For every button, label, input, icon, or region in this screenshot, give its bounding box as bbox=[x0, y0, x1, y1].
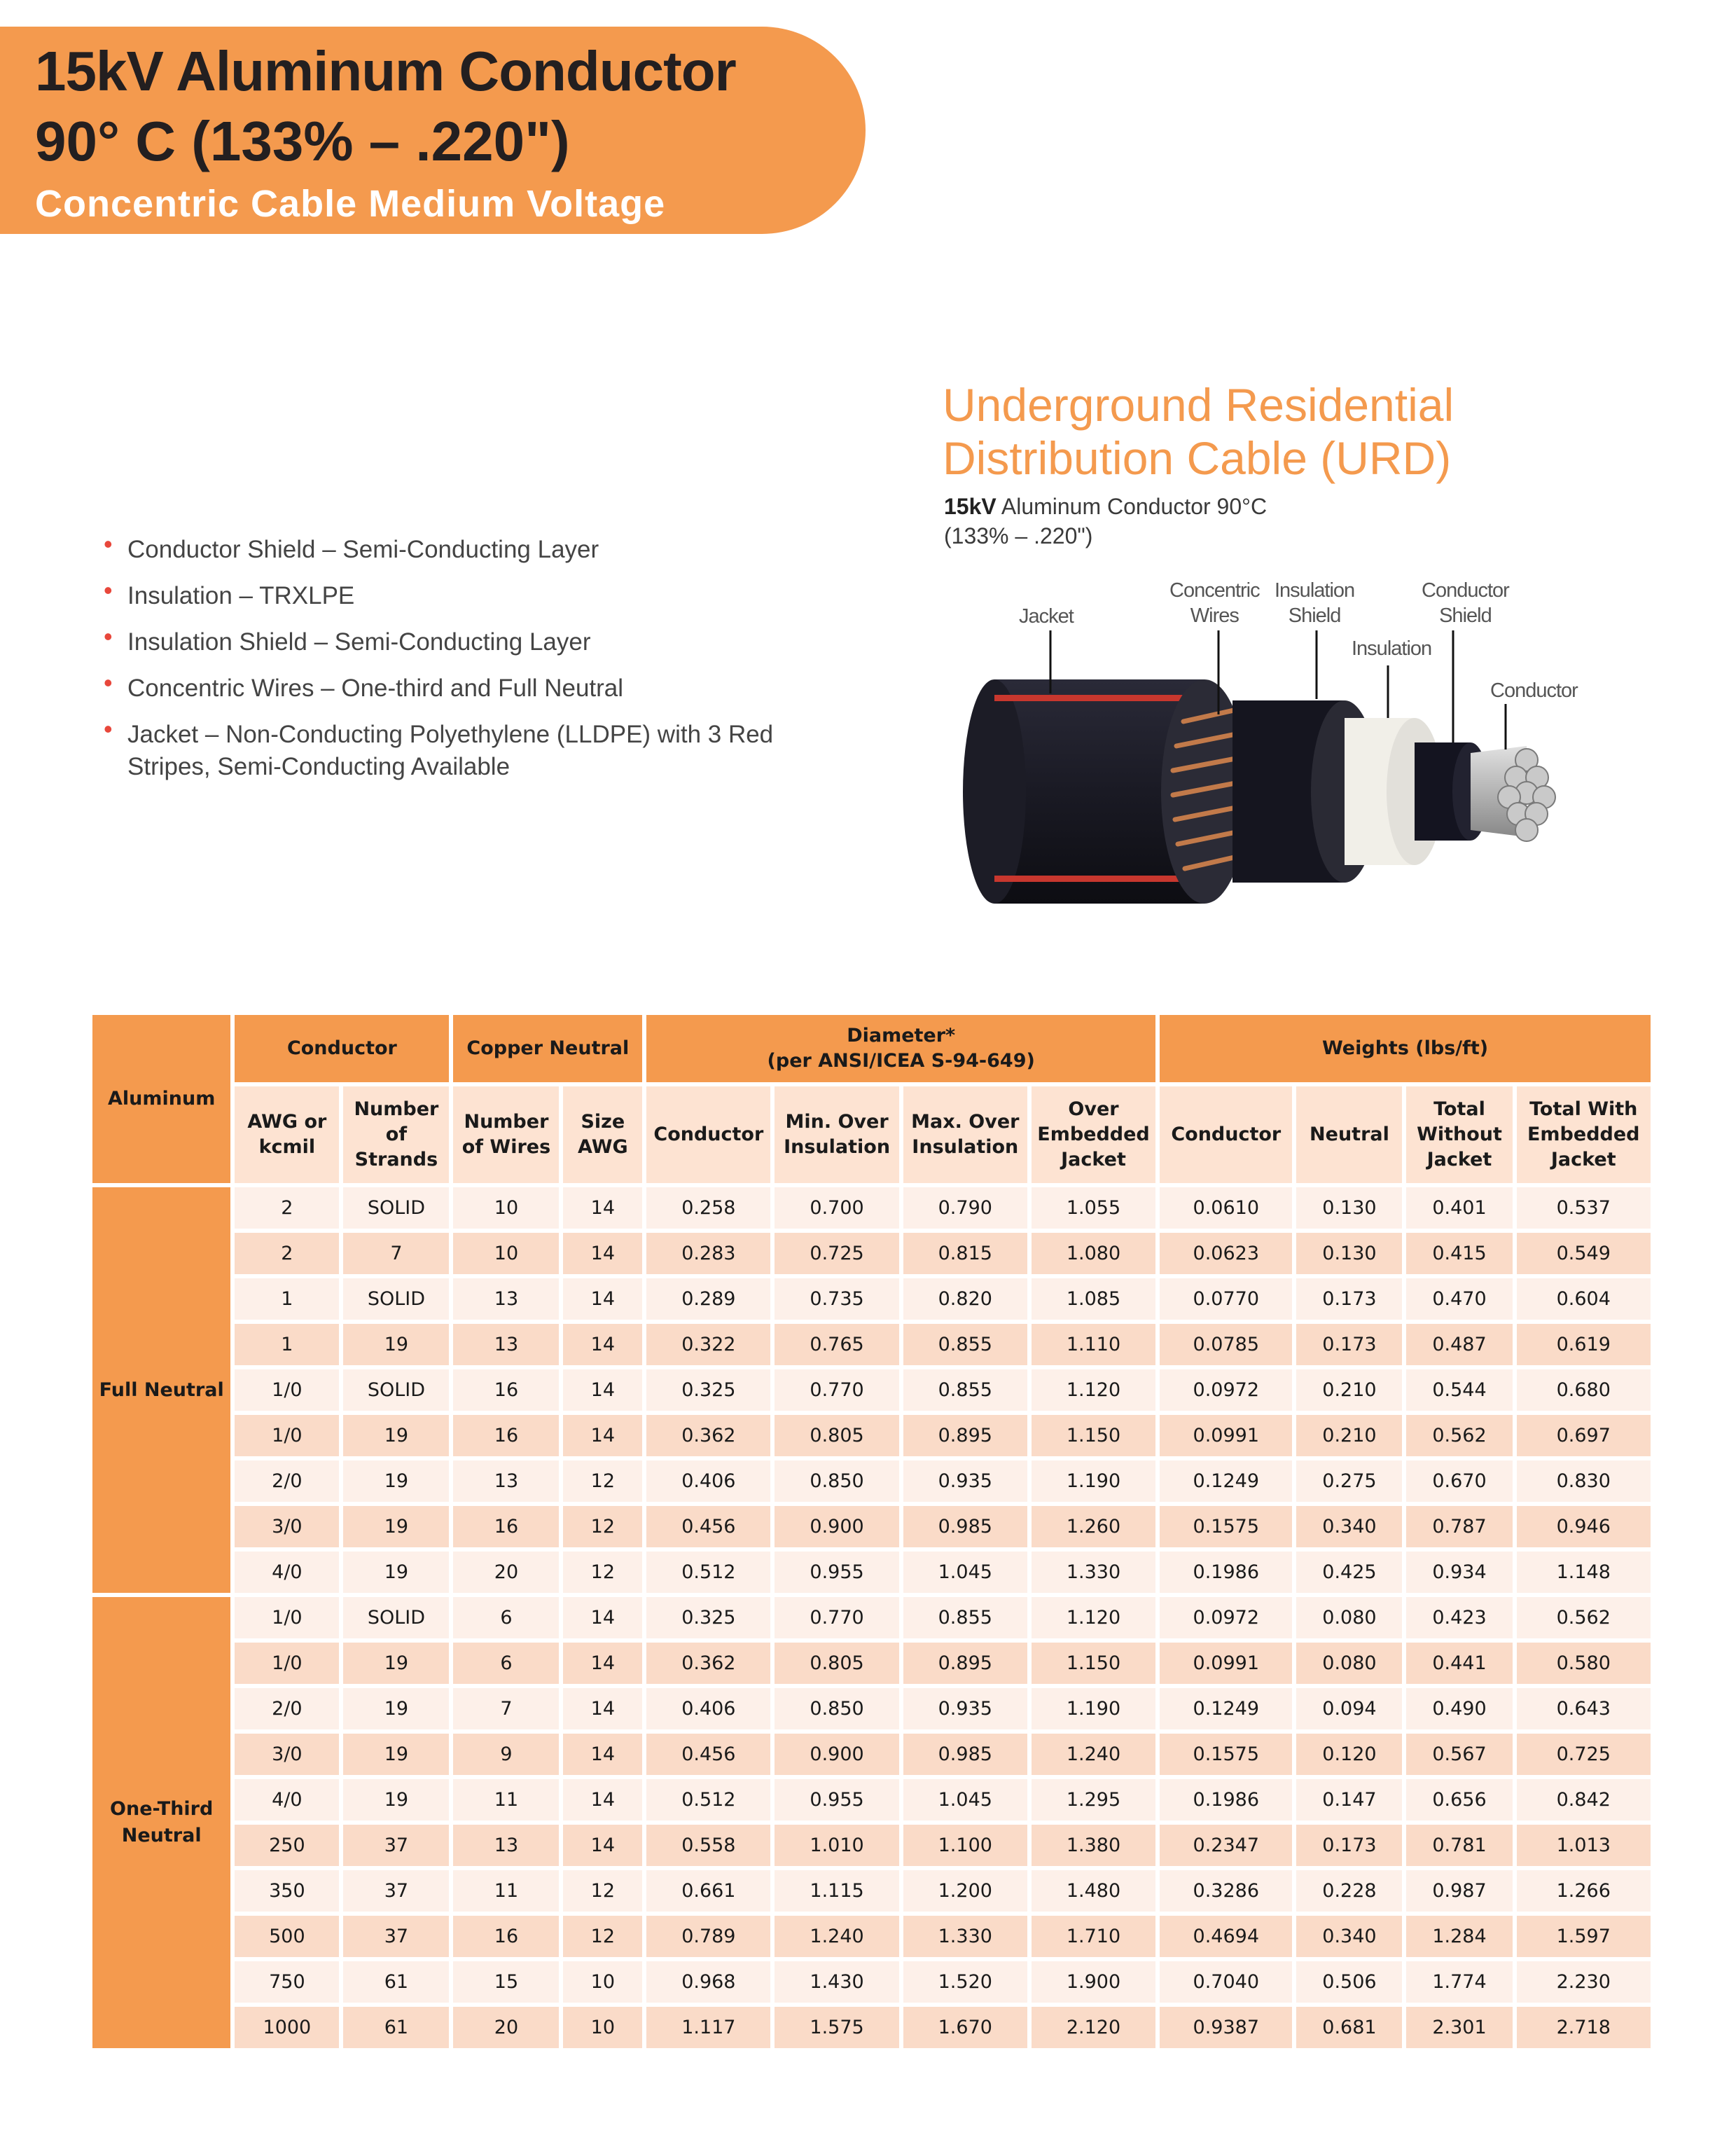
table-cell: 1/0 bbox=[235, 1369, 339, 1411]
table-row bbox=[92, 1961, 1651, 2003]
row-group-one-third-neutral: One-Third Neutral bbox=[92, 1597, 230, 2048]
table-cell: 13 bbox=[453, 1460, 559, 1502]
table-cell: 0.1575 bbox=[1160, 1734, 1292, 1775]
table-row bbox=[92, 1552, 1651, 1593]
table-cell: 0.120 bbox=[1296, 1734, 1402, 1775]
table-cell: 1.080 bbox=[1032, 1233, 1155, 1274]
header-copper-neutral-group: Copper Neutral bbox=[453, 1015, 642, 1082]
table-cell: 0.985 bbox=[903, 1734, 1027, 1775]
table-cell: 0.558 bbox=[646, 1825, 770, 1866]
table-cell: 1.295 bbox=[1032, 1779, 1155, 1820]
table-cell: 0.787 bbox=[1406, 1506, 1512, 1547]
table-cell: 6 bbox=[453, 1643, 559, 1684]
label-conductor-shield: Conductor Shield bbox=[1422, 579, 1509, 627]
table-cell: 1.190 bbox=[1032, 1688, 1155, 1729]
label-insulation-shield: Insulation Shield bbox=[1275, 579, 1355, 627]
table-cell: 14 bbox=[563, 1688, 642, 1729]
table-cell: 0.210 bbox=[1296, 1415, 1402, 1456]
table-cell: 0.1986 bbox=[1160, 1779, 1292, 1820]
table-row bbox=[92, 2007, 1651, 2048]
table-cell: 3/0 bbox=[235, 1734, 339, 1775]
table-cell: 0.325 bbox=[646, 1369, 770, 1411]
table-cell: 1.150 bbox=[1032, 1643, 1155, 1684]
table-cell: 0.423 bbox=[1406, 1597, 1512, 1638]
table-cell: 0.275 bbox=[1296, 1460, 1402, 1502]
table-row bbox=[92, 1506, 1651, 1547]
table-cell: 0.661 bbox=[646, 1870, 770, 1912]
table-cell: 0.1986 bbox=[1160, 1552, 1292, 1593]
table-cell: 0.1249 bbox=[1160, 1688, 1292, 1729]
table-cell: 1.055 bbox=[1032, 1187, 1155, 1229]
table-cell: 1.240 bbox=[1032, 1734, 1155, 1775]
table-cell: 0.770 bbox=[775, 1369, 898, 1411]
table-cell: 13 bbox=[453, 1324, 559, 1365]
table-cell: 0.7040 bbox=[1160, 1961, 1292, 2003]
table-cell: 0.0991 bbox=[1160, 1643, 1292, 1684]
table-cell: 1.120 bbox=[1032, 1597, 1155, 1638]
title-line-3: Concentric Cable Medium Voltage bbox=[35, 183, 666, 225]
table-cell: 0.0991 bbox=[1160, 1415, 1292, 1456]
product-title bbox=[943, 378, 1713, 485]
table-cell: 1.380 bbox=[1032, 1825, 1155, 1866]
product-title-line-1: Underground Residential bbox=[943, 379, 1454, 431]
table-cell: 1.115 bbox=[775, 1870, 898, 1912]
table-cell: 61 bbox=[343, 1961, 449, 2003]
table-cell: 19 bbox=[343, 1506, 449, 1547]
table-cell: 0.900 bbox=[775, 1734, 898, 1775]
table-cell: 1.120 bbox=[1032, 1369, 1155, 1411]
header-total-with-embedded-jacket: Total With Embedded Jacket bbox=[1517, 1086, 1651, 1183]
table-row bbox=[92, 1825, 1651, 1866]
table-cell: 0.173 bbox=[1296, 1278, 1402, 1320]
table-cell: 0.289 bbox=[646, 1278, 770, 1320]
table-cell: 0.080 bbox=[1296, 1643, 1402, 1684]
table-cell: 0.425 bbox=[1296, 1552, 1402, 1593]
table-cell: 19 bbox=[343, 1324, 449, 1365]
table-cell: 0.325 bbox=[646, 1597, 770, 1638]
table-cell: 2.230 bbox=[1517, 1961, 1651, 2003]
table-cell: 0.987 bbox=[1406, 1870, 1512, 1912]
table-cell: 1.575 bbox=[775, 2007, 898, 2048]
table-cell: 0.456 bbox=[646, 1734, 770, 1775]
table-cell: 0.934 bbox=[1406, 1552, 1512, 1593]
table-cell: 15 bbox=[453, 1961, 559, 2003]
table-cell: 1.085 bbox=[1032, 1278, 1155, 1320]
table-cell: 14 bbox=[563, 1187, 642, 1229]
table-cell: 0.765 bbox=[775, 1324, 898, 1365]
table-cell: 4/0 bbox=[235, 1779, 339, 1820]
table-cell: 10 bbox=[563, 1961, 642, 2003]
table-cell: 61 bbox=[343, 2007, 449, 2048]
table-cell: 0.094 bbox=[1296, 1688, 1402, 1729]
table-cell: 0.512 bbox=[646, 1779, 770, 1820]
table-cell: 0.322 bbox=[646, 1324, 770, 1365]
table-cell: 0.895 bbox=[903, 1643, 1027, 1684]
table-cell: 19 bbox=[343, 1460, 449, 1502]
table-cell: 1.190 bbox=[1032, 1460, 1155, 1502]
table-cell: 0.855 bbox=[903, 1324, 1027, 1365]
table-cell: 0.506 bbox=[1296, 1961, 1402, 2003]
table-cell: 0.3286 bbox=[1160, 1870, 1292, 1912]
table-cell: 2/0 bbox=[235, 1460, 339, 1502]
feature-list bbox=[104, 530, 840, 797]
table-cell: 2 bbox=[235, 1233, 339, 1274]
table-cell: 2.301 bbox=[1406, 2007, 1512, 2048]
table-cell: 0.512 bbox=[646, 1552, 770, 1593]
table-cell: 2.120 bbox=[1032, 2007, 1155, 2048]
table-cell: 1.774 bbox=[1406, 1961, 1512, 2003]
table-cell: 0.735 bbox=[775, 1278, 898, 1320]
table-cell: 0.0770 bbox=[1160, 1278, 1292, 1320]
table-cell: 0.643 bbox=[1517, 1688, 1651, 1729]
table-cell: 20 bbox=[453, 1552, 559, 1593]
table-cell: 1.117 bbox=[646, 2007, 770, 2048]
table-cell: 0.544 bbox=[1406, 1369, 1512, 1411]
table-cell: 16 bbox=[453, 1506, 559, 1547]
table-cell: 14 bbox=[563, 1278, 642, 1320]
table-cell: 19 bbox=[343, 1643, 449, 1684]
table-cell: 0.487 bbox=[1406, 1324, 1512, 1365]
table-cell: 10 bbox=[453, 1187, 559, 1229]
table-cell: 0.080 bbox=[1296, 1597, 1402, 1638]
table-cell: 0.935 bbox=[903, 1460, 1027, 1502]
table-row bbox=[92, 1278, 1651, 1320]
table-cell: 0.340 bbox=[1296, 1916, 1402, 1957]
table-cell: 0.855 bbox=[903, 1597, 1027, 1638]
table-cell: 0.770 bbox=[775, 1597, 898, 1638]
header-weight-conductor: Conductor bbox=[1160, 1086, 1292, 1183]
table-cell: 0.850 bbox=[775, 1460, 898, 1502]
table-cell: 1.670 bbox=[903, 2007, 1027, 2048]
table-cell: 0.815 bbox=[903, 1233, 1027, 1274]
table-cell: 0.935 bbox=[903, 1688, 1027, 1729]
table-cell: 12 bbox=[563, 1870, 642, 1912]
table-cell: 14 bbox=[563, 1643, 642, 1684]
table-cell: 10 bbox=[563, 2007, 642, 2048]
table-row bbox=[92, 1233, 1651, 1274]
table-cell: SOLID bbox=[343, 1597, 449, 1638]
table-cell: 0.173 bbox=[1296, 1324, 1402, 1365]
table-cell: SOLID bbox=[343, 1187, 449, 1229]
table-cell: 1000 bbox=[235, 2007, 339, 2048]
table-cell: 0.850 bbox=[775, 1688, 898, 1729]
table-cell: 4/0 bbox=[235, 1552, 339, 1593]
table-cell: 1.045 bbox=[903, 1552, 1027, 1593]
table-cell: 750 bbox=[235, 1961, 339, 2003]
table-cell: 2.718 bbox=[1517, 2007, 1651, 2048]
table-cell: 0.470 bbox=[1406, 1278, 1512, 1320]
table-cell: 0.0972 bbox=[1160, 1369, 1292, 1411]
product-subtitle bbox=[944, 492, 1434, 551]
table-cell: 1 bbox=[235, 1324, 339, 1365]
label-insulation: Insulation bbox=[1352, 637, 1432, 660]
table-cell: 0.700 bbox=[775, 1187, 898, 1229]
table-cell: SOLID bbox=[343, 1369, 449, 1411]
table-cell: 0.567 bbox=[1406, 1734, 1512, 1775]
table-cell: 2/0 bbox=[235, 1688, 339, 1729]
table-cell: 0.130 bbox=[1296, 1187, 1402, 1229]
table-cell: 19 bbox=[343, 1734, 449, 1775]
table-cell: 19 bbox=[343, 1415, 449, 1456]
header-aluminum: Aluminum bbox=[92, 1015, 230, 1183]
table-cell: 9 bbox=[453, 1734, 559, 1775]
table-cell: 13 bbox=[453, 1825, 559, 1866]
table-cell: 0.258 bbox=[646, 1187, 770, 1229]
table-cell: 0.697 bbox=[1517, 1415, 1651, 1456]
title-line-1: 15kV Aluminum Conductor bbox=[35, 40, 736, 102]
table-cell: 1.240 bbox=[775, 1916, 898, 1957]
table-cell: 1.045 bbox=[903, 1779, 1027, 1820]
table-row bbox=[92, 1916, 1651, 1957]
table-cell: 0.362 bbox=[646, 1415, 770, 1456]
table-cell: 0.415 bbox=[1406, 1233, 1512, 1274]
row-group-full-neutral: Full Neutral bbox=[92, 1187, 230, 1593]
table-cell: 0.946 bbox=[1517, 1506, 1651, 1547]
table-cell: 0.895 bbox=[903, 1415, 1027, 1456]
header-weights-group: Weights (lbs/ft) bbox=[1160, 1015, 1651, 1082]
table-cell: 0.1575 bbox=[1160, 1506, 1292, 1547]
table-cell: 14 bbox=[563, 1779, 642, 1820]
table-cell: 16 bbox=[453, 1369, 559, 1411]
product-title-line-2: Distribution Cable (URD) bbox=[943, 432, 1452, 484]
header-total-without-jacket: Total Without Jacket bbox=[1406, 1086, 1512, 1183]
table-cell: 0.781 bbox=[1406, 1825, 1512, 1866]
table-cell: 1.150 bbox=[1032, 1415, 1155, 1456]
table-cell: 19 bbox=[343, 1688, 449, 1729]
table-row bbox=[92, 1688, 1651, 1729]
header-conductor-group: Conductor bbox=[235, 1015, 449, 1082]
table-cell: 0.0610 bbox=[1160, 1187, 1292, 1229]
table-cell: 0.4694 bbox=[1160, 1916, 1292, 1957]
table-cell: 1.597 bbox=[1517, 1916, 1651, 1957]
cable-illustration bbox=[952, 574, 1583, 939]
table-cell: 0.406 bbox=[646, 1688, 770, 1729]
cable-diagram bbox=[952, 574, 1583, 939]
table-cell: 0.855 bbox=[903, 1369, 1027, 1411]
table-cell: 3/0 bbox=[235, 1506, 339, 1547]
table-row bbox=[92, 1415, 1651, 1456]
table-cell: 1.013 bbox=[1517, 1825, 1651, 1866]
table-cell: 0.441 bbox=[1406, 1643, 1512, 1684]
table-cell: 0.362 bbox=[646, 1643, 770, 1684]
feature-item: • Conductor Shield – Semi-Conducting Layer bbox=[104, 530, 599, 563]
table-row bbox=[92, 1597, 1651, 1638]
table-cell: 0.401 bbox=[1406, 1187, 1512, 1229]
table-cell: 10 bbox=[453, 1233, 559, 1274]
table-cell: 0.9387 bbox=[1160, 2007, 1292, 2048]
feature-item: • Insulation – TRXLPE bbox=[104, 576, 355, 609]
table-cell: 0.985 bbox=[903, 1506, 1027, 1547]
table-cell: 12 bbox=[563, 1460, 642, 1502]
table-cell: 1.148 bbox=[1517, 1552, 1651, 1593]
table-cell: 11 bbox=[453, 1870, 559, 1912]
table-cell: 0.537 bbox=[1517, 1187, 1651, 1229]
feature-item: • Jacket – Non-Conducting Polyethylene (LLDPE) with 3 Red Stripes, Semi-Conducting Available bbox=[104, 714, 774, 780]
table-cell: 1.900 bbox=[1032, 1961, 1155, 2003]
label-jacket: Jacket bbox=[1019, 605, 1074, 628]
table-cell: 0.0623 bbox=[1160, 1233, 1292, 1274]
header-weight-neutral: Neutral bbox=[1296, 1086, 1402, 1183]
table-cell: 250 bbox=[235, 1825, 339, 1866]
table-row bbox=[92, 1643, 1651, 1684]
table-row bbox=[92, 1734, 1651, 1775]
table-body bbox=[92, 1187, 1651, 2048]
table-row bbox=[92, 1779, 1651, 1820]
table-cell: 14 bbox=[563, 1597, 642, 1638]
table-cell: 1/0 bbox=[235, 1643, 339, 1684]
table-cell: 1.260 bbox=[1032, 1506, 1155, 1547]
table-cell: 0.130 bbox=[1296, 1233, 1402, 1274]
table-cell: 0.340 bbox=[1296, 1506, 1402, 1547]
table-cell: 350 bbox=[235, 1870, 339, 1912]
table-row bbox=[92, 1187, 1651, 1229]
table-cell: 0.456 bbox=[646, 1506, 770, 1547]
title-line-2: 90° C (133% – .220") bbox=[35, 110, 570, 172]
table-cell: 16 bbox=[453, 1415, 559, 1456]
table-cell: 2 bbox=[235, 1187, 339, 1229]
table-cell: 1.330 bbox=[1032, 1552, 1155, 1593]
table-cell: 1.480 bbox=[1032, 1870, 1155, 1912]
table-cell: 37 bbox=[343, 1916, 449, 1957]
table-cell: 0.562 bbox=[1406, 1415, 1512, 1456]
table-cell: 0.580 bbox=[1517, 1643, 1651, 1684]
table-cell: 0.680 bbox=[1517, 1369, 1651, 1411]
header-max-over-insulation: Max. Over Insulation bbox=[903, 1086, 1027, 1183]
table-cell: 14 bbox=[563, 1825, 642, 1866]
header-diameter-conductor: Conductor bbox=[646, 1086, 770, 1183]
label-concentric-wires: Concentric Wires bbox=[1169, 579, 1260, 627]
table-cell: 0.0972 bbox=[1160, 1597, 1292, 1638]
table-cell: 1/0 bbox=[235, 1597, 339, 1638]
table-row bbox=[92, 1870, 1651, 1912]
table-cell: 20 bbox=[453, 2007, 559, 2048]
table-cell: 0.900 bbox=[775, 1506, 898, 1547]
table-cell: 1.266 bbox=[1517, 1870, 1651, 1912]
table-cell: 0.830 bbox=[1517, 1460, 1651, 1502]
table-cell: 0.619 bbox=[1517, 1324, 1651, 1365]
header-min-over-insulation: Min. Over Insulation bbox=[775, 1086, 898, 1183]
table-cell: 12 bbox=[563, 1916, 642, 1957]
table-cell: 0.968 bbox=[646, 1961, 770, 2003]
table-cell: 1.430 bbox=[775, 1961, 898, 2003]
table-cell: 0.656 bbox=[1406, 1779, 1512, 1820]
table-cell: 0.147 bbox=[1296, 1779, 1402, 1820]
header-number-of-strands: Number of Strands bbox=[343, 1086, 449, 1183]
table-cell: 1.010 bbox=[775, 1825, 898, 1866]
table-cell: 13 bbox=[453, 1278, 559, 1320]
table-cell: 0.173 bbox=[1296, 1825, 1402, 1866]
table-cell: 1.100 bbox=[903, 1825, 1027, 1866]
table-cell: 14 bbox=[563, 1734, 642, 1775]
table-cell: 14 bbox=[563, 1324, 642, 1365]
table-cell: 0.842 bbox=[1517, 1779, 1651, 1820]
table-cell: 0.725 bbox=[1517, 1734, 1651, 1775]
table-cell: 0.805 bbox=[775, 1415, 898, 1456]
table-cell: 11 bbox=[453, 1779, 559, 1820]
table-cell: 37 bbox=[343, 1825, 449, 1866]
product-voltage: 15kV bbox=[944, 494, 997, 519]
table-cell: 0.789 bbox=[646, 1916, 770, 1957]
table-cell: 1.330 bbox=[903, 1916, 1027, 1957]
table-cell: 16 bbox=[453, 1916, 559, 1957]
table-cell: 19 bbox=[343, 1779, 449, 1820]
table-cell: 7 bbox=[343, 1233, 449, 1274]
product-subtitle-rest: Aluminum Conductor 90°C bbox=[996, 494, 1268, 519]
table-row bbox=[92, 1460, 1651, 1502]
product-subtitle-line-2: (133% – .220") bbox=[944, 523, 1093, 548]
table-cell: 0.790 bbox=[903, 1187, 1027, 1229]
table-cell: 0.562 bbox=[1517, 1597, 1651, 1638]
table-cell: 0.681 bbox=[1296, 2007, 1402, 2048]
table-cell: 0.1249 bbox=[1160, 1460, 1292, 1502]
table-cell: 0.549 bbox=[1517, 1233, 1651, 1274]
table-cell: 1.710 bbox=[1032, 1916, 1155, 1957]
table-cell: 0.210 bbox=[1296, 1369, 1402, 1411]
table-cell: 0.228 bbox=[1296, 1870, 1402, 1912]
header-size-awg: Size AWG bbox=[563, 1086, 642, 1183]
table-cell: 6 bbox=[453, 1597, 559, 1638]
table-cell: 12 bbox=[563, 1506, 642, 1547]
table-cell: 0.670 bbox=[1406, 1460, 1512, 1502]
specifications-table bbox=[88, 1011, 1655, 2052]
table-cell: 0.406 bbox=[646, 1460, 770, 1502]
feature-item: • Insulation Shield – Semi-Conducting Layer bbox=[104, 622, 591, 656]
table-row bbox=[92, 1369, 1651, 1411]
table-cell: 0.820 bbox=[903, 1278, 1027, 1320]
table-cell: 1.200 bbox=[903, 1870, 1027, 1912]
header-diameter-group: Diameter* (per ANSI/ICEA S-94-649) bbox=[646, 1015, 1155, 1082]
table-cell: 0.0785 bbox=[1160, 1324, 1292, 1365]
table-cell: 12 bbox=[563, 1552, 642, 1593]
table-cell: 14 bbox=[563, 1369, 642, 1411]
table-cell: 19 bbox=[343, 1552, 449, 1593]
table-cell: 14 bbox=[563, 1415, 642, 1456]
table-cell: 500 bbox=[235, 1916, 339, 1957]
table-cell: 0.955 bbox=[775, 1779, 898, 1820]
table-cell: 1.520 bbox=[903, 1961, 1027, 2003]
table-cell: 0.955 bbox=[775, 1552, 898, 1593]
table-cell: 1/0 bbox=[235, 1415, 339, 1456]
table-cell: 1.284 bbox=[1406, 1916, 1512, 1957]
table-row bbox=[92, 1324, 1651, 1365]
table-cell: 0.805 bbox=[775, 1643, 898, 1684]
header-awg-kcmil: AWG or kcmil bbox=[235, 1086, 339, 1183]
title-banner bbox=[0, 27, 866, 234]
table-cell: 0.283 bbox=[646, 1233, 770, 1274]
feature-item: • Concentric Wires – One-third and Full Neutral bbox=[104, 668, 624, 702]
table-cell: 1 bbox=[235, 1278, 339, 1320]
table-cell: SOLID bbox=[343, 1278, 449, 1320]
table-cell: 0.725 bbox=[775, 1233, 898, 1274]
header-over-embedded-jacket: Over Embedded Jacket bbox=[1032, 1086, 1155, 1183]
table-cell: 0.490 bbox=[1406, 1688, 1512, 1729]
table-cell: 0.2347 bbox=[1160, 1825, 1292, 1866]
label-conductor: Conductor bbox=[1490, 679, 1578, 702]
table-cell: 1.110 bbox=[1032, 1324, 1155, 1365]
header-number-of-wires: Number of Wires bbox=[453, 1086, 559, 1183]
table-cell: 7 bbox=[453, 1688, 559, 1729]
table-cell: 37 bbox=[343, 1870, 449, 1912]
table-cell: 14 bbox=[563, 1233, 642, 1274]
table-cell: 0.604 bbox=[1517, 1278, 1651, 1320]
